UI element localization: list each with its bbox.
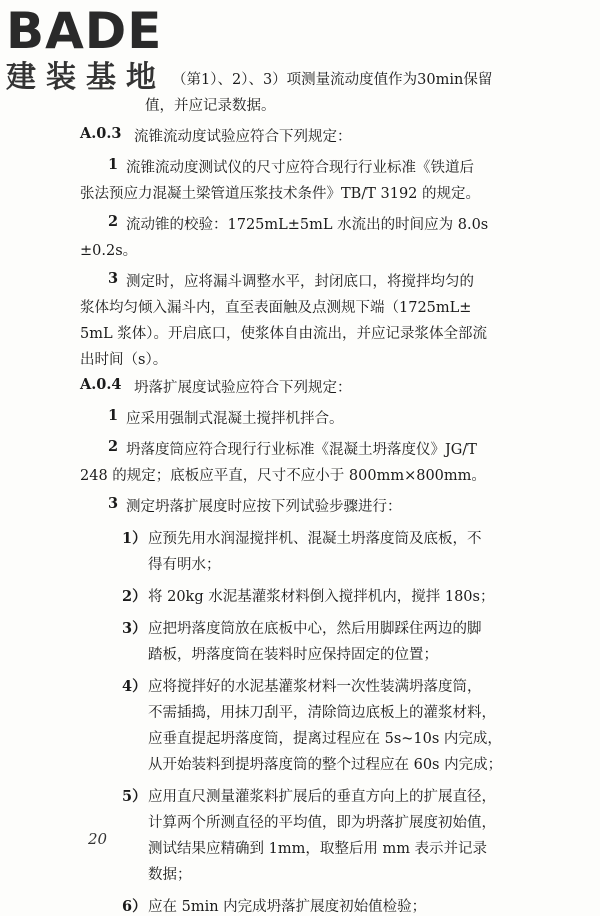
- text-line: 应将搅拌好的水泥基灌浆材料一次性装满坍落度筒，: [148, 679, 482, 695]
- text-line: 流锥流动度测试仪的尺寸应符合现行行业标准《铁道后: [126, 160, 474, 176]
- logo-mark: BADE: [6, 2, 163, 60]
- text-line: 应把坍落度筒放在底板中心，然后用脚踩住两边的脚: [148, 621, 482, 637]
- clause-number: A.0.4: [80, 376, 122, 393]
- text-line: 从开始装料到提坍落度筒的整个过程应在 60s 内完成；: [148, 757, 503, 773]
- item-number: 2: [108, 438, 119, 455]
- text-line: 测试结果应精确到 1mm，取整后用 mm 表示并记录: [148, 841, 488, 857]
- logo-subtitle: 建装基地: [6, 60, 166, 95]
- text-line: ±0.2s。: [80, 243, 138, 259]
- bade-logo: [6, 4, 176, 100]
- text-line: 数据；: [148, 867, 192, 883]
- page-number: 20: [88, 830, 108, 848]
- text-line: 应垂直提起坍落度筒，提离过程应在 5s~10s 内完成，: [148, 731, 502, 747]
- item-number: 1: [108, 407, 119, 424]
- step-number: 5）: [122, 788, 147, 805]
- item-number: 3: [108, 270, 119, 287]
- item-number: 1: [108, 156, 119, 173]
- text-line: 测定时，应将漏斗调整水平，封闭底口，将搅拌均匀的: [126, 274, 474, 290]
- text-line: 5mL 浆体）。开启底口，使浆体自由流出，并应记录浆体全部流: [80, 326, 487, 342]
- text-line: 坍落度筒应符合现行行业标准《混凝土坍落度仪》JG/T: [126, 442, 477, 458]
- item-number: 2: [108, 213, 119, 230]
- text-line: 测定坍落扩展度时应按下列试验步骤进行：: [126, 499, 402, 515]
- text-line: 计算两个所测直径的平均值，即为坍落扩展度初始值，: [148, 815, 496, 831]
- item-number: 3: [108, 495, 119, 512]
- step-number: 4）: [122, 678, 147, 695]
- step-number: 6）: [122, 898, 147, 915]
- text-line: 流动锥的校验：1725mL±5mL 水流出的时间应为 8.0s: [126, 217, 489, 233]
- step-number: 2）: [122, 588, 147, 605]
- text-line: 值，并应记录数据。: [145, 98, 276, 114]
- clause-number: A.0.3: [80, 125, 122, 142]
- text-line: 浆体均匀倾入漏斗内，直至表面触及点测规下端（1725mL±: [80, 300, 472, 316]
- text-line: 张法预应力混凝土梁管道压浆技术条件》TB/T 3192 的规定。: [80, 186, 481, 202]
- text-line: 出时间（s）。: [80, 352, 168, 368]
- clause-title: 坍落扩展度试验应符合下列规定：: [134, 380, 352, 396]
- clause-title: 流锥流动度试验应符合下列规定：: [134, 129, 352, 145]
- text-line: 不需插捣，用抹刀刮平，清除筒边底板上的灌浆材料，: [148, 705, 496, 721]
- text-line: 248 的规定；底板应平直，尺寸不应小于 800mm×800mm。: [80, 468, 486, 484]
- text-line: 将 20kg 水泥基灌浆材料倒入搅拌机内，搅拌 180s；: [148, 589, 495, 605]
- step-number: 1）: [122, 530, 147, 547]
- step-number: 3）: [122, 620, 147, 637]
- text-line: 应用直尺测量灌浆料扩展后的垂直方向上的扩展直径，: [148, 789, 496, 805]
- text-line: 应在 5min 内完成坍落扩展度初始值检验；: [148, 899, 427, 915]
- text-line: 应预先用水润湿搅拌机、混凝土坍落度筒及底板，不: [148, 531, 482, 547]
- text-line: 应采用强制式混凝土搅拌机拌合。: [126, 411, 344, 427]
- text-line: 踏板，坍落度筒在装料时应保持固定的位置；: [148, 647, 438, 663]
- text-line: （第1）、2）、3）项测量流动度值作为30min保留: [172, 72, 493, 88]
- text-line: 得有明水；: [148, 557, 221, 573]
